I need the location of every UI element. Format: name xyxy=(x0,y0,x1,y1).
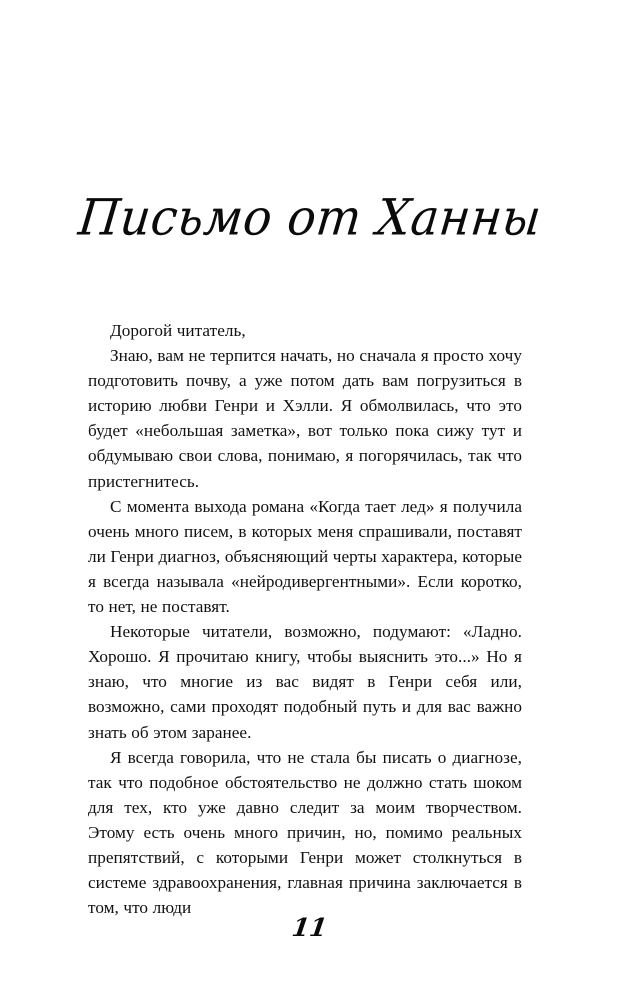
paragraph: Дорогой читатель, xyxy=(110,321,246,340)
chapter-title: Письмо от Ханны xyxy=(75,189,545,248)
paragraph: Знаю, вам не терпится начать, но сначала я просто хочу подготовить почву, а уже потом дать вам погрузиться в историю любви Генри и Хэлли. Я обмолвилась, что это будет «небольшая заметка», вот только пока сижу тут и обдумываю свои слова, понимаю, я погорячилась, так что пристегнитесь. xyxy=(88,346,522,491)
body-text-block xyxy=(88,318,522,920)
paragraph: С момента выхода романа «Когда тает лед» я получила очень много писем, в которых меня спрашивали, поставят ли Генри диагноз, объясняющий черты характера, которые я всегда называла «нейродивергентными». Если коротко, то нет, не поставят. xyxy=(88,496,522,617)
paragraph: Я всегда говорила, что не стала бы писать о диагнозе, так что подобное обстоятельство не должно стать шоком для тех, кто уже давно следит за моим творчеством. Этому есть очень много причин, но, помимо реальных препятствий, с которыми Генри может столкнуться в системе здравоохранения, главная причина заключается в том, что люди xyxy=(88,747,522,918)
paragraph: Некоторые читатели, возможно, подумают: «Ладно. Хорошо. Я прочитаю книгу, чтобы выяснить это...» Но я знаю, что многие из вас видят в Генри себя или, возможно, сами проходят подобный путь и для вас важно знать об этом заранее. xyxy=(88,622,522,742)
page-number: 11 xyxy=(290,913,329,942)
